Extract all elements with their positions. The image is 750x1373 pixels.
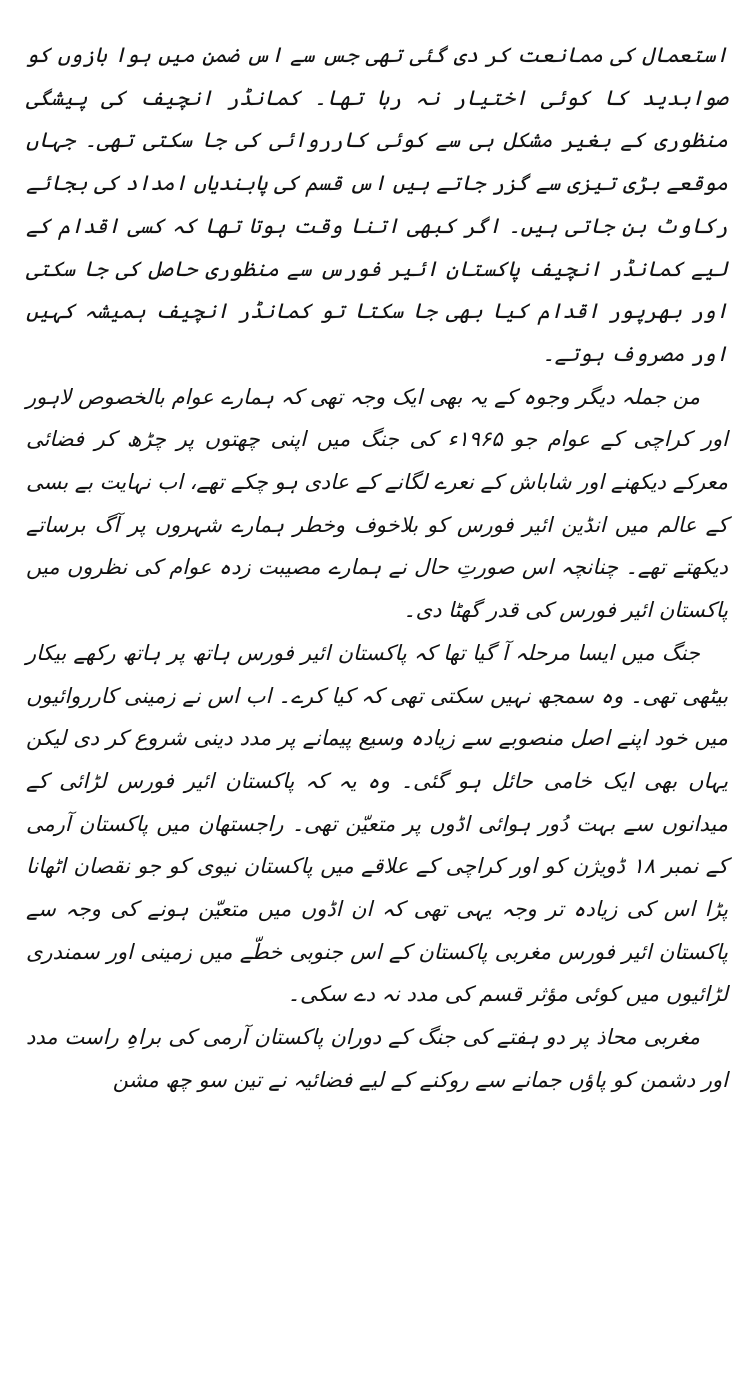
paragraph-1: استعمال کی ممانعت کر دی گئی تھی جس سے اس ضمن میں ہوا بازوں کو صوابدید کا کوئی اختیار نہ رہا تھا۔ کمانڈر انچیف کی پیشگی منظوری کے بغیر مشکل ہی سے کوئی کارروائی کی جا سکتی تھی۔ جہاں موقعے بڑی تیزی سے گزر جاتے ہیں اس قسم کی پابندیاں امداد کی بجائے رکاوٹ بن جاتی ہیں۔ اگر کبھی اتنا وقت ہوتا تھا کہ کسی اقدام کے لیے کمانڈر انچیف پاکستان ائیر فورس سے منظوری حاصل کی جا سکتی اور بھرپور اقدام کیا بھی جا سکتا تو کمانڈر انچیف ہمیشہ کہیں اور مصروف ہوتے۔	[25, 43, 728, 366]
document-body	[26, 34, 728, 1102]
paragraph-4: مغربی محاذ پر دو ہفتے کی جنگ کے دوران پاکستان آرمی کی براہِ راست مدد اور دشمن کو پاؤں جمانے سے روکنے کے لیے فضائیہ نے تین سو چھ مشن	[26, 1025, 728, 1092]
paragraph-2: من جملہ دیگر وجوہ کے یہ بھی ایک وجہ تھی کہ ہمارے عوام بالخصوص لاہور اور کراچی کے عوام جو ۱۹۶۵ء کی جنگ میں اپنی چھتوں پر چڑھ کر فضائی معرکے دیکھنے اور شاباش کے نعرے لگانے کے عادی ہو چکے تھے، اب نہایت بے بسی کے عالم میں انڈین ائیر فورس کو بلاخوف وخطر ہمارے شہروں پر آگ برساتے دیکھتے تھے۔ چنانچہ اس صورتِ حال نے ہمارے مصیبت زدہ عوام کی نظروں میں پاکستان ائیر فورس کی قدر گھٹا دی۔	[26, 384, 728, 623]
paragraph-3: جنگ میں ایسا مرحلہ آ گیا تھا کہ پاکستان ائیر فورس ہاتھ پر ہاتھ رکھے بیکار بیٹھی تھی۔ وہ سمجھ نہیں سکتی تھی کہ کیا کرے۔ اب اس نے زمینی کارروائیوں میں خود اپنے اصل منصوبے سے زیادہ وسیع پیمانے پر مدد دینی شروع کر دی لیکن یہاں بھی ایک خامی حائل ہو گئی۔ وہ یہ کہ پاکستان ائیر فورس لڑائی کے میدانوں سے بہت دُور ہوائی اڈوں پر متعیّن تھی۔ راجستھان میں پاکستان آرمی کے نمبر ۱۸ ڈویژن کو اور کراچی کے علاقے میں پاکستان نیوی کو جو نقصان اٹھانا پڑا اس کی زیادہ تر وجہ یہی تھی کہ ان اڈوں میں متعیّن ہونے کی وجہ سے پاکستان ائیر فورس مغربی پاکستان کے اس جنوبی خطّے میں زمینی اور سمندری لڑائیوں میں کوئی مؤثر قسم کی مدد نہ دے سکی۔	[26, 640, 729, 1007]
